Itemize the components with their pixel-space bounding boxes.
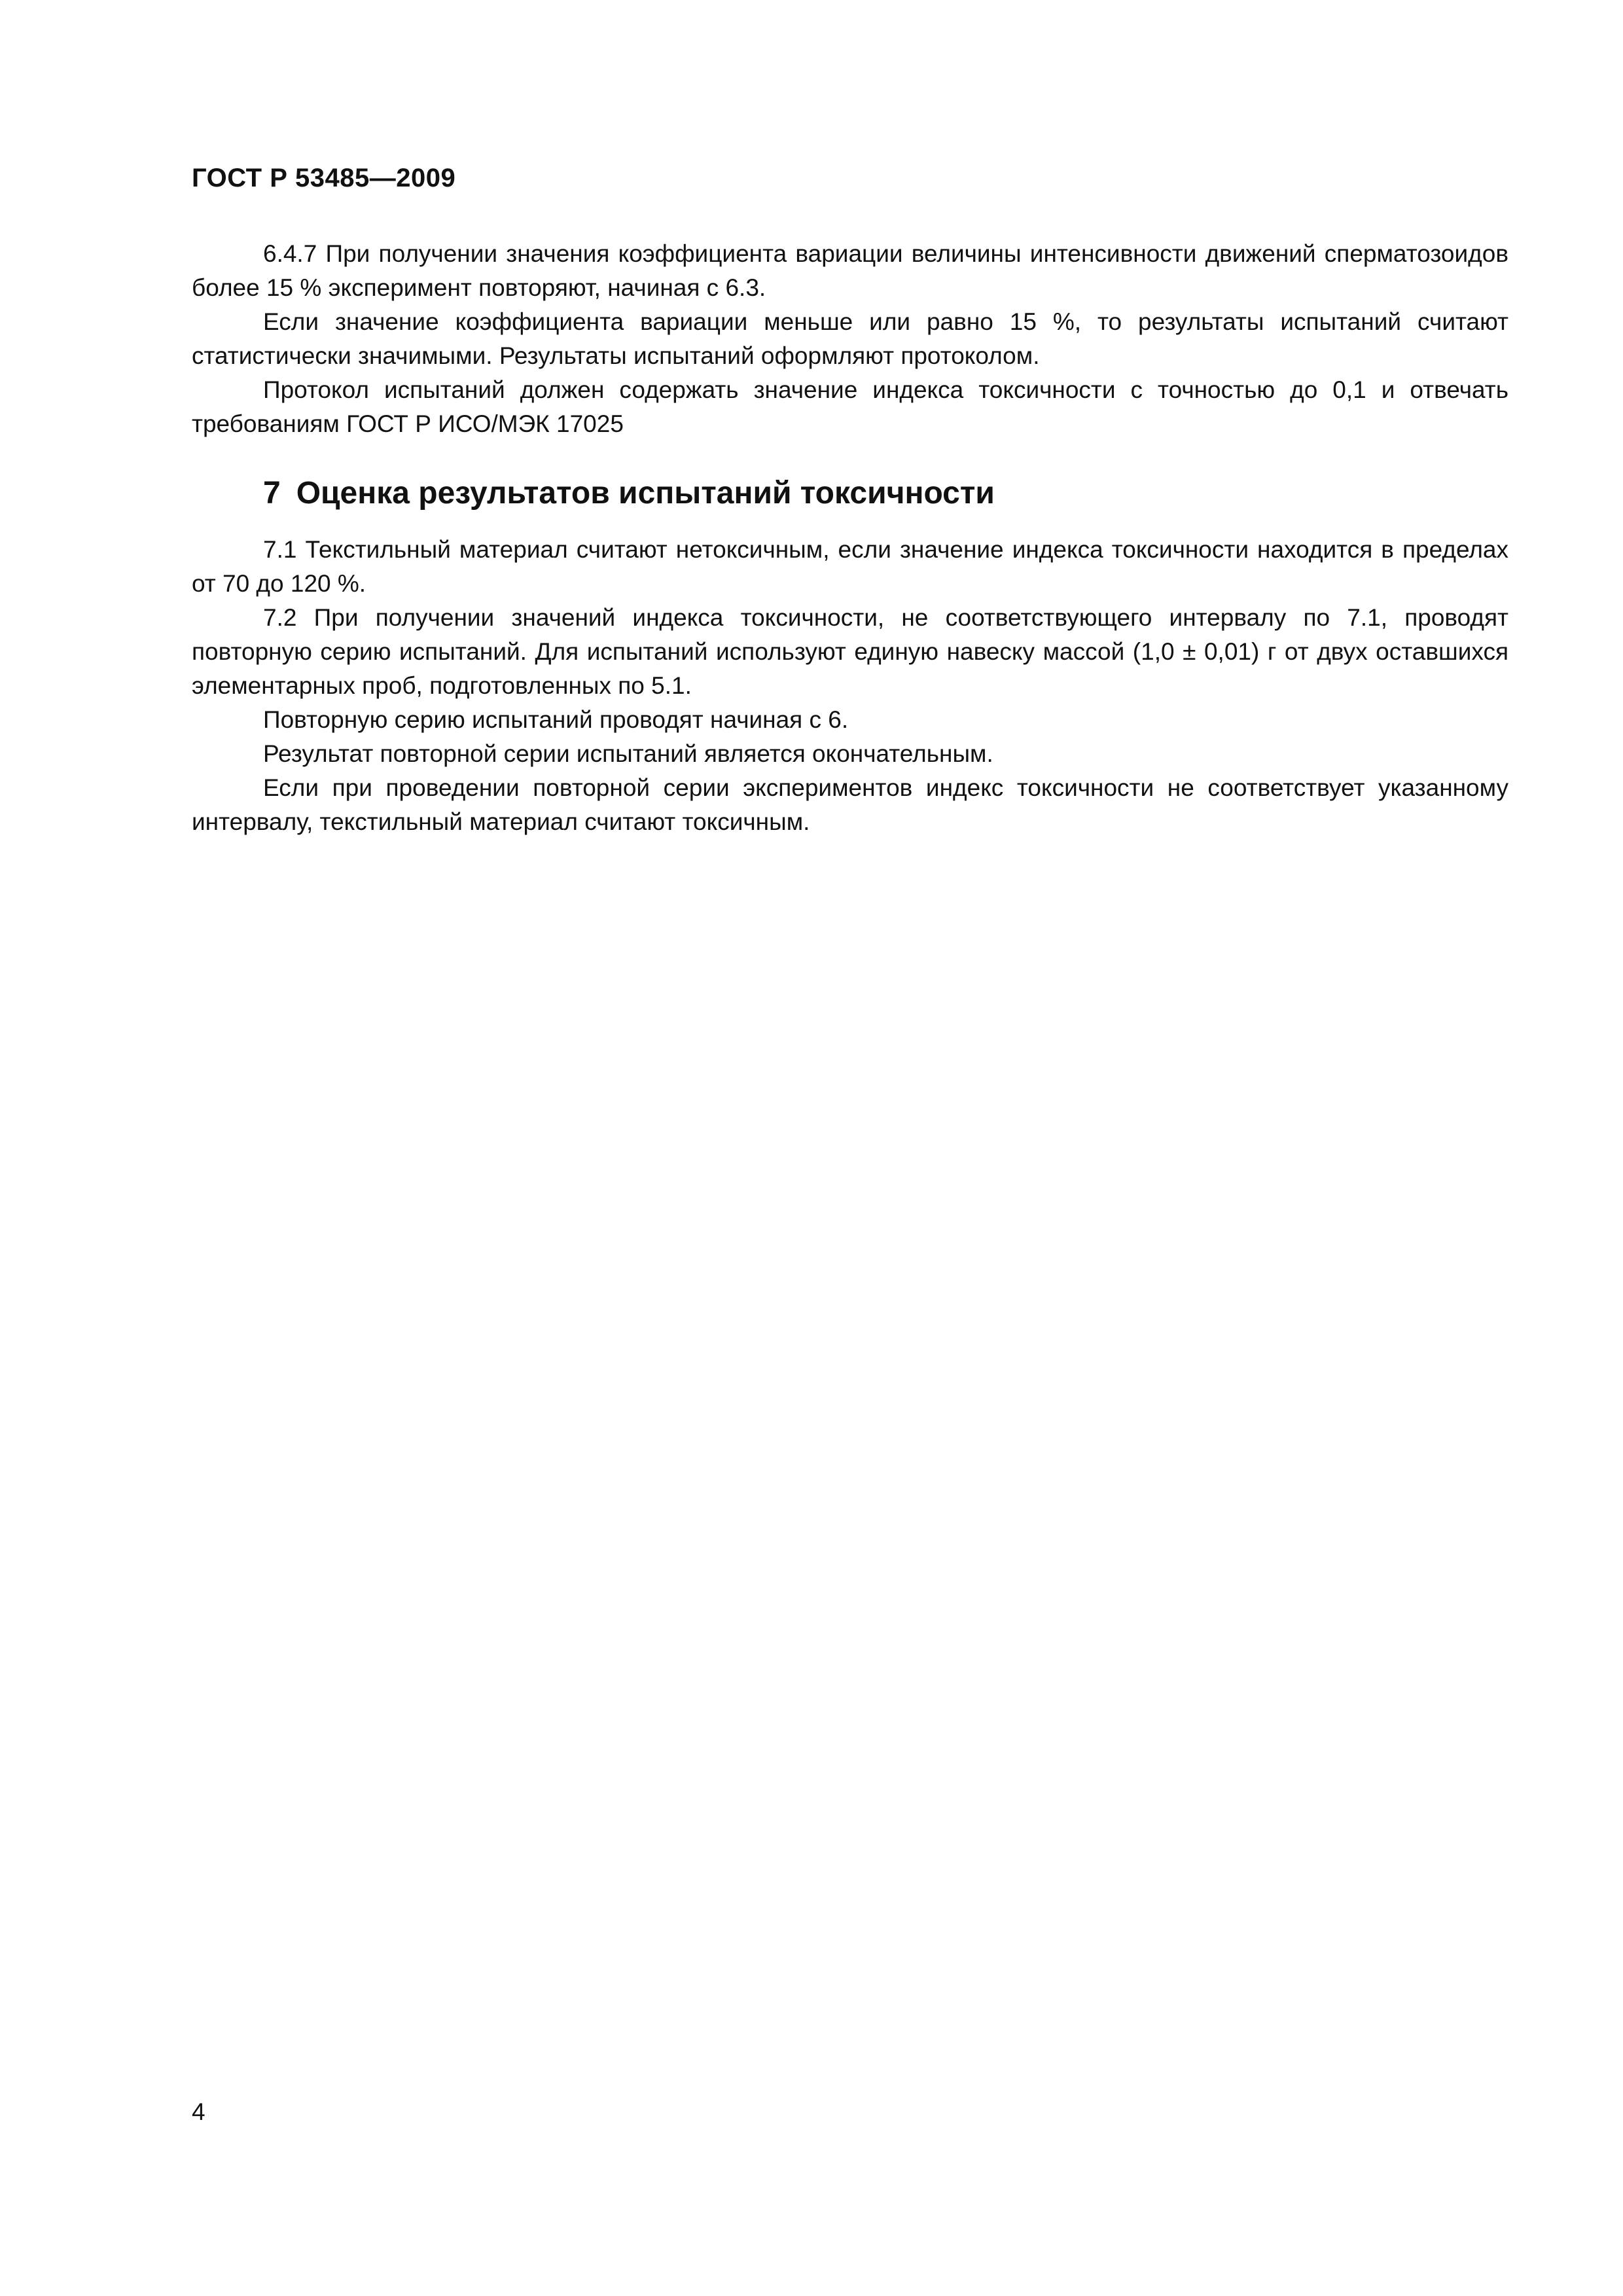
paragraph-repeat-series-start: Повторную серию испытаний проводят начиная с 6. [263, 706, 849, 733]
paragraph-7-1: 7.1 Текстильный материал считают нетоксичным, если значение индекса токсичности находится в пределах от 70 до 120 %. [192, 536, 1508, 597]
document-code-header: ГОСТ Р 53485—2009 [192, 164, 456, 192]
page-content [192, 237, 1508, 839]
paragraph-toxic-conclusion: Если при проведении повторной серии экспериментов индекс токсичности не соответствует указанному интервалу, текстильный материал считают токсичным. [192, 774, 1508, 835]
section-title: Оценка результатов испытаний токсичности [296, 476, 995, 511]
section-7-heading [192, 474, 1508, 513]
paragraph-variation-significance: Если значение коэффициента вариации меньше или равно 15 %, то результаты испытаний считают статистически значимыми. Результаты испытаний оформляют протоколом. [192, 308, 1508, 369]
paragraph-6-4-7: 6.4.7 При получении значения коэффициента вариации величины интенсивности движений сперматозоидов более 15 % эксперимент повторяют, начиная с 6.3. [192, 240, 1508, 301]
paragraph-test-protocol: Протокол испытаний должен содержать значение индекса токсичности с точностью до 0,1 и отвечать требованиям ГОСТ Р ИСО/МЭК 17025 [192, 376, 1508, 437]
paragraph-7-2: 7.2 При получении значений индекса токсичности, не соответствующего интервалу по 7.1, проводят повторную серию испытаний. Для испытаний используют единую навеску массой (1,0 ± 0,01) г от двух оставшихся элементарных проб, подготовленных по 5.1. [192, 604, 1508, 699]
page-number: 4 [192, 2098, 205, 2125]
paragraph-repeat-series-final: Результат повторной серии испытаний является окончательным. [263, 740, 993, 767]
section-number: 7 [263, 476, 281, 511]
